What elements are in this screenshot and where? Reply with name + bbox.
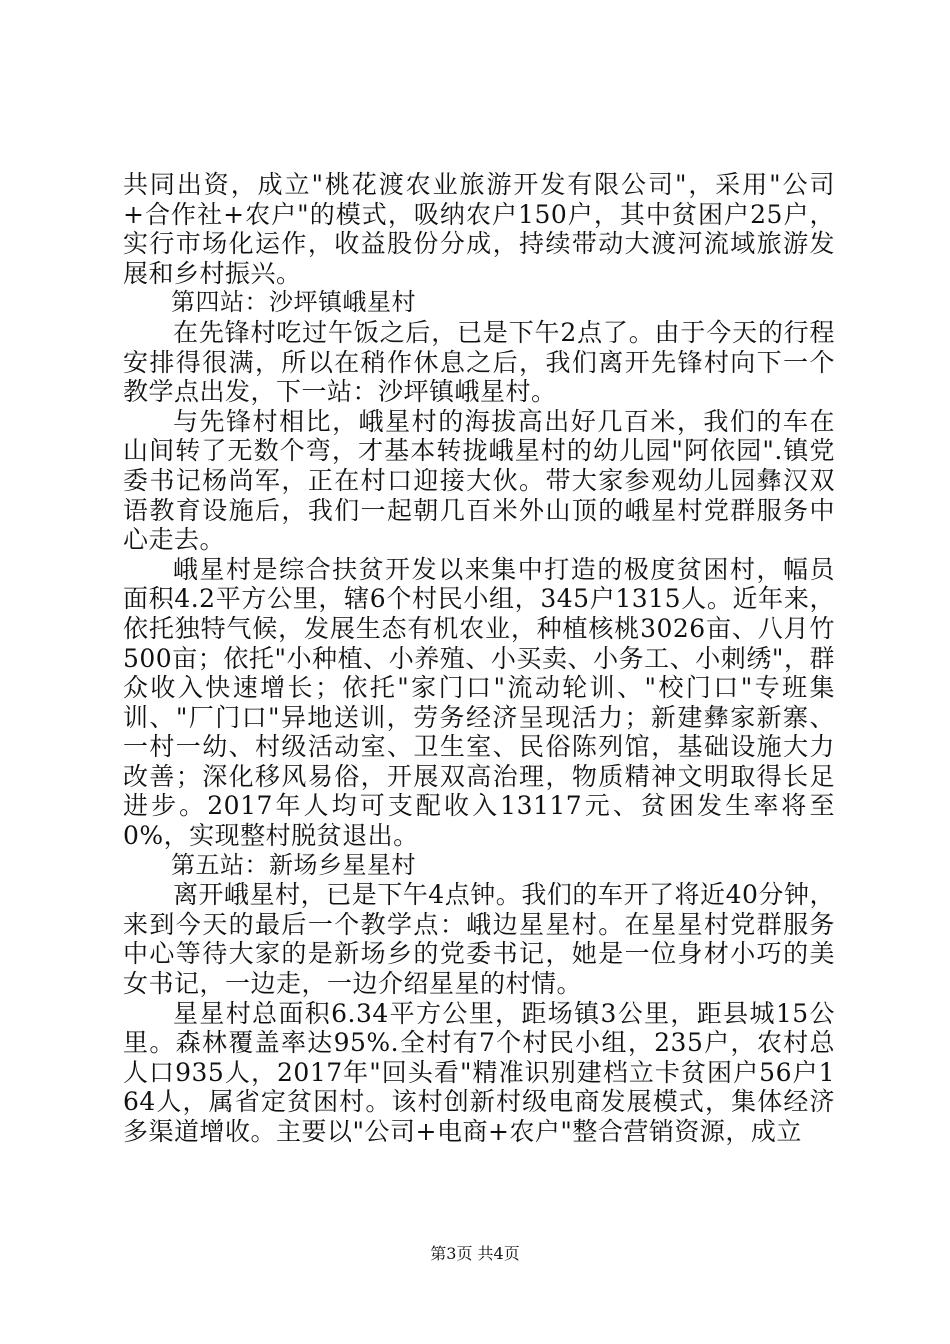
- paragraph-arrival-xianfeng: 在先锋村吃过午饭之后，已是下午2点了。由于今天的行程安排得很满，所以在稍作休息之后，我们离开先锋村向下一个教学点出发，下一站：沙坪镇峨星村。: [123, 317, 835, 407]
- paragraph-exing-kindergarten: 与先锋村相比，峨星村的海拔高出好几百米，我们的车在山间转了无数个弯，才基本转拢峨星村的幼儿园"阿依园".镇党委书记杨尚军，正在村口迎接大伙。带大家参观幼儿园彝汉双语教育设施后，我们一起朝几百米外山顶的峨星村党群服务中心走去。: [123, 406, 835, 555]
- paragraph-xingxing-overview: 星星村总面积6.34平方公里，距场镇3公里，距县城15公里。森林覆盖率达95%.全村有7个村民小组，235户，农村总人口935人，2017年"回头看"精准识别建档立卡贫困户56户164人，属省定贫困村。该村创新村级电商发展模式，集体经济多渠道增收。主要以"公司+电商+农户"整合营销资源，成立: [123, 998, 835, 1146]
- document-body: [123, 170, 835, 1147]
- page-footer: 第3页 共4页: [430, 1244, 520, 1263]
- paragraph-intro-continued: 共同出资，成立"桃花渡农业旅游开发有限公司"，采用"公司+合作社+农户"的模式，吸纳农户150户，其中贫困户25户，实行市场化运作，收益股份分成，持续带动大渡河流域旅游发展和乡村振兴。: [123, 170, 835, 288]
- section-heading-stop-five: 第五站：新场乡星星村: [171, 850, 416, 879]
- paragraph-exing-overview: 峨星村是综合扶贫开发以来集中打造的极度贫困村，幅员面积4.2平方公里，辖6个村民小组，345户1315人。近年来，依托独特气候，发展生态有机农业，种植核桃3026亩、八月竹500亩；依托"小种植、小养殖、小买卖、小务工、小刺绣"，群众收入快速增长；依托"家门口"流动轮训、"校门口"专班集训、"厂门口"异地送训，劳务经济呈现活力；新建彝家新寨、一村一幼、村级活动室、卫生室、民俗陈列馆，基础设施大力改善；深化移风易俗，开展双高治理，物质精神文明取得长足进步。2017年人均可支配收入13117元、贫困发生率将至0%，实现整村脱贫退出。: [123, 554, 835, 851]
- section-heading-stop-four: 第四站：沙坪镇峨星村: [171, 288, 416, 317]
- paragraph-leaving-exing: 离开峨星村，已是下午4点钟。我们的车开了将近40分钟，来到今天的最后一个教学点：峨边星星村。在星星村党群服务中心等待大家的是新场乡的党委书记，她是一位身材小巧的美女书记，一边走，一边介绍星星的村情。: [123, 880, 835, 999]
